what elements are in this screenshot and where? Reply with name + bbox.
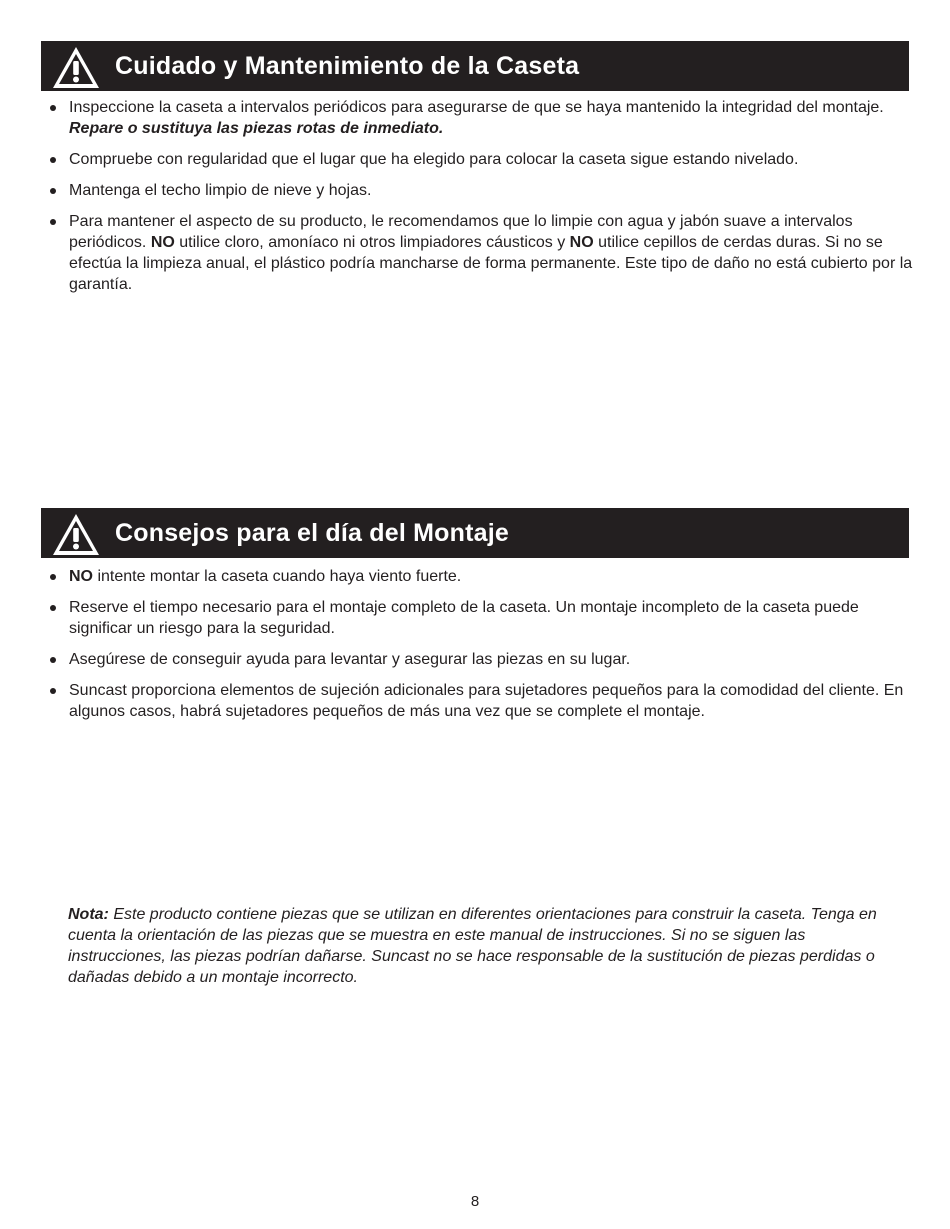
list-item: Compruebe con regularidad que el lugar que ha elegido para colocar la caseta sigue estando nivelado.: [46, 149, 914, 170]
list-item: Reserve el tiempo necesario para el montaje completo de la caseta. Un montaje incompleto de la caseta puede significar un riesgo para la seguridad.: [46, 597, 914, 639]
assembly-tips-bullet-list: [46, 566, 914, 732]
bullet-icon: [50, 188, 56, 194]
bullet-icon: [50, 605, 56, 611]
section-header-care: [41, 41, 909, 91]
list-item: Inspeccione la caseta a intervalos periódicos para asegurarse de que se haya mantenido la integridad del montaje. Repare o sustituya las piezas rotas de inmediato.: [46, 97, 914, 139]
note-label: Nota:: [68, 906, 109, 923]
emphasis-text: Repare o sustituya las piezas rotas de inmediato.: [69, 120, 444, 137]
bold-text: NO: [69, 568, 93, 585]
bullet-icon: [50, 157, 56, 163]
list-item: Asegúrese de conseguir ayuda para levantar y asegurar las piezas en su lugar.: [46, 649, 914, 670]
warning-triangle-icon: [51, 511, 101, 557]
bold-text: NO: [569, 234, 594, 251]
list-item: Para mantener el aspecto de su producto, le recomendamos que lo limpie con agua y jabón suave a intervalos periódicos. NO utilice cloro, amoníaco ni otros limpiadores cáusticos y NO utilice cepillos de cerdas duras. Si no se efectúa la limpieza anual, el plástico podría mancharse de forma permanente. Este tipo de daño no está cubierto por la garantía.: [46, 211, 914, 295]
note-text: Este producto contiene piezas que se utilizan en diferentes orientaciones para construir la caseta. Tenga en cuenta la orientación de las piezas que se muestra en este manual de instrucciones. Si no se siguen las instrucciones, las piezas podrían dañarse. Suncast no se hace responsable de la sustitución de piezas perdidas o dañadas debido a un montaje incorrecto.: [68, 906, 877, 986]
page-number: 8: [470, 1193, 480, 1210]
care-bullet-list: [46, 97, 914, 305]
note-paragraph: [68, 904, 888, 988]
section-title-assembly-tips: Consejos para el día del Montaje: [115, 519, 509, 547]
list-item: Mantenga el techo limpio de nieve y hojas.: [46, 180, 914, 201]
bullet-icon: [50, 105, 56, 111]
list-item: NO intente montar la caseta cuando haya viento fuerte.: [46, 566, 914, 587]
bullet-icon: [50, 219, 56, 225]
section-header-assembly-tips: [41, 508, 909, 558]
list-item: Suncast proporciona elementos de sujeción adicionales para sujetadores pequeños para la comodidad del cliente. En algunos casos, habrá sujetadores pequeños de más una vez que se complete el montaje.: [46, 680, 914, 722]
bullet-icon: [50, 574, 56, 580]
bullet-icon: [50, 657, 56, 663]
warning-triangle-icon: [51, 44, 101, 90]
bullet-icon: [50, 688, 56, 694]
section-title-care: Cuidado y Mantenimiento de la Caseta: [115, 52, 580, 80]
bold-text: NO: [150, 234, 175, 251]
